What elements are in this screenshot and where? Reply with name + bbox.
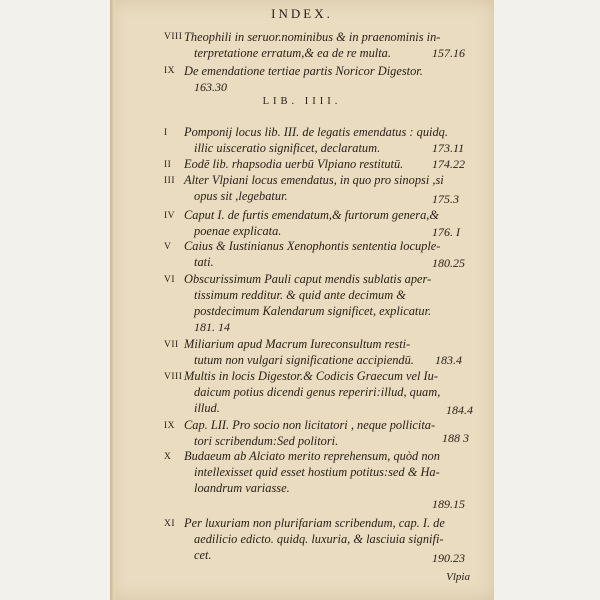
entry-line: De emendatione tertiae partis Noricor Digestor. [184,64,423,78]
entry-line: illud. [194,401,220,415]
entry-line: Budaeum ab Alciato merito reprehensum, quòd non [184,449,440,463]
entry-line: Per luxuriam non plurifariam scribendum, cap. I. de [184,516,445,530]
entry-page-ref: 189.15 [432,497,465,511]
entry-line: poenae explicata. [194,224,282,238]
entry-number: III [164,176,175,186]
entry-page-ref: 184.4 [446,403,473,417]
entry-number: IX [164,421,176,431]
entry-line: Eodē lib. rhapsodia uerbū Vlpiano restitutū. [184,157,404,171]
book-heading: LIB. IIII. [262,96,342,107]
entry-line: Cap. LII. Pro socio non licitatori , neque pollicita- [184,418,436,432]
entry-number: XI [164,519,176,529]
entry-page-ref: 188 3 [442,431,469,445]
entry-line: tori scribendum:Sed politori. [194,434,339,448]
entry-number: IX [164,66,176,76]
entry-line: postdecimum Kalendarum significet, explicatur. [194,304,432,318]
entry-line: opus sit ,legebatur. [194,189,288,203]
entry-line: cet. [194,548,212,562]
entry-line: tati. [194,255,214,269]
entry-number: VIII [164,372,183,382]
entry-page-ref: 176. I [432,225,460,239]
entry-line: tissimum redditur. & quid ante decimum & [194,288,406,302]
entry-line: Pomponij locus lib. III. de legatis emendatus : quidq. [184,125,448,139]
entry-page-ref: 157.16 [432,46,465,60]
entry-page-ref: 175.3 [432,192,459,206]
entry-line: terpretatione erratum,& ea de re multa. [194,46,391,60]
entry-page-ref: 173.11 [432,141,465,155]
entry-page-ref: 174.22 [432,157,465,171]
entry-line: intellexisset quid esset hostium potitus:sed & Ha- [194,465,440,479]
page-gutter-shadow [110,0,115,600]
entry-line: Caput I. de furtis emendatum,& furtorum genera,& [184,208,440,222]
entry-page-ref: 181. 14 [194,320,230,334]
entry-line: tutum non vulgari significatione accipiendū. [194,353,414,367]
entry-line: Theophili in seruor.nominibus & in praenominis in- [184,30,441,44]
entry-number: II [164,160,172,170]
entry-number: IV [164,211,176,221]
running-head: INDEX. [271,6,333,21]
entry-page-ref: 180.25 [432,256,465,270]
entry-page-ref: 183.4 [435,353,462,367]
entry-line: aedilicio edicto. quidq. luxuria, & lasciuia signifi- [194,532,444,546]
entry-line: Alter Vlpiani locus emendatus, in quo pro sinopsi ,si [184,173,444,187]
entry-line: daicum potius dicendi genus reperiri:illud, quam, [194,385,441,399]
entry-line: illic uisceratio significet, declaratum. [194,141,381,155]
entry-number: VI [164,275,176,285]
entry-line: loandrum variasse. [194,481,290,495]
book-page [110,0,494,600]
entry-page-ref: 190.23 [432,551,465,565]
entry-line: Miliarium apud Macrum Iureconsultum resti- [184,337,411,351]
entry-number: V [164,242,172,252]
entry-number: X [164,452,172,462]
entry-line: Caius & Iustinianus Xenophontis sententia locuple- [184,239,441,253]
entry-line: Obscurissimum Pauli caput mendis sublatis aper- [184,272,432,286]
entry-number: VII [164,340,179,350]
entry-number: I [164,128,168,138]
catchword: Vlpia [446,571,470,583]
entry-page-ref: 163.30 [194,80,227,94]
entry-number: VIII [164,32,183,42]
entry-line: Multis in locis Digestor.& Codicis Graecum vel Iu- [184,369,438,383]
